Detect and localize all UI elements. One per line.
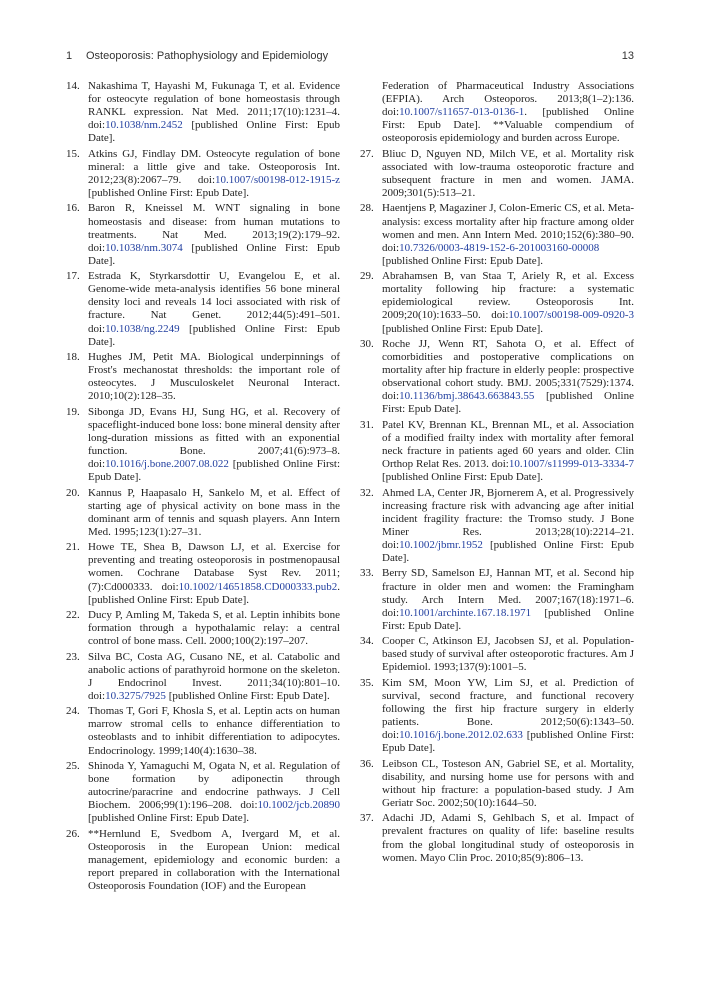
- chapter-number: 1: [66, 50, 73, 62]
- reference-text-after: [published Online First: Epub Date].: [382, 471, 544, 484]
- reference-number: 26.: [66, 827, 80, 840]
- reference-text: Roche JJ, Wenn RT, Sahota O, et al. Effect of comorbidities and postoperative complications on mortality after hip fracture in elderly people: prospective observational cohort study. BMJ. 2005;331(7529):1374. doi:: [382, 337, 634, 403]
- doi-link[interactable]: 10.1016/j.bone.2007.08.022: [105, 458, 229, 471]
- reference-text-after: [published Online First: Epub Date].: [382, 390, 634, 416]
- reference-item: [66, 760, 340, 825]
- reference-text-before: Federation of Pharmaceutical Industry Associations (EFPIA). Arch Osteoporos. 2013;8(1–2):136. doi:: [382, 80, 634, 119]
- page-number: 13: [621, 50, 634, 62]
- reference-number: 28.: [360, 202, 374, 215]
- reference-number: 21.: [66, 541, 80, 554]
- reference-number: 14.: [66, 80, 80, 92]
- reference-number: 32.: [360, 486, 374, 499]
- left-reference-column: [66, 80, 340, 895]
- reference-number: 19.: [66, 405, 80, 418]
- doi-link[interactable]: 10.1136/bmj.38643.663843.55: [399, 390, 535, 403]
- reference-text-after: [published Online First: Epub Date].: [165, 689, 330, 702]
- chapter-title: Osteoporosis: Pathophysiology and Epidemiology: [86, 50, 329, 62]
- reference-text-after: [published Online First: Epub Date].: [382, 606, 634, 632]
- reference-number: 36.: [360, 757, 374, 770]
- running-head: [66, 50, 634, 66]
- reference-text: Thomas T, Gori F, Khosla S, et al. Leptin acts on human marrow stromal cells to enhance differentiation to osteoblasts and to inhibit differentiation to adipocytes. Endocrinology. 1999;140(4):1630–38.: [88, 705, 340, 757]
- reference-item: [66, 609, 340, 648]
- reference-item: [360, 758, 634, 810]
- reference-item: [360, 635, 634, 674]
- doi-link[interactable]: 10.1002/14651858.CD000333.pub2: [178, 580, 338, 593]
- doi-link[interactable]: 10.1007/s00198-009-0920-3: [508, 309, 634, 322]
- reference-text-after: [published Online First: Epub Date].: [88, 241, 340, 267]
- reference-item: [66, 148, 340, 200]
- reference-number: 33.: [360, 567, 374, 580]
- reference-text: Ducy P, Amling M, Takeda S, et al. Leptin inhibits bone formation through a hypothalamic relay: a central control of bone mass. Cell. 2000;100(2):197–207.: [88, 609, 340, 648]
- reference-text-after: [published Online First: Epub Date].: [88, 322, 340, 348]
- reference-item: [360, 202, 634, 267]
- reference-number: 25.: [66, 759, 80, 772]
- reference-item: [66, 705, 340, 757]
- doi-link[interactable]: 10.1002/jcb.20890: [257, 799, 340, 812]
- reference-number: 34.: [360, 635, 374, 648]
- reference-text: Silva BC, Costa AG, Cusano NE, et al. Catabolic and anabolic actions of parathyroid hormone on the skeleton. J Endocrinol Invest. 2011;34(10):801–10. doi:: [88, 650, 340, 702]
- reference-item: [360, 567, 634, 632]
- reference-text: Sibonga JD, Evans HJ, Sung HG, et al. Recovery of spaceflight-induced bone loss: bone mineral density after long-duration missions as fitted with an exponential function. Bone. 2007;41(6):973–8. doi:: [88, 405, 340, 471]
- doi-link[interactable]: 10.1007/s00198-012-1915-z: [215, 173, 340, 186]
- reference-item: [360, 148, 634, 200]
- reference-text: Howe TE, Shea B, Dawson LJ, et al. Exercise for preventing and treating osteoporosis in postmenopausal women. Cochrane Database Syst Rev. 2011;(7):Cd000333. doi:: [88, 541, 340, 593]
- reference-number: 27.: [360, 147, 374, 160]
- reference-text-after: [published Online First: Epub Date].: [88, 119, 340, 145]
- reference-text: Haentjens P, Magaziner J, Colon-Emeric CS, et al. Meta-analysis: excess mortality after hip fracture among older women and men. Ann Intern Med. 2010;152(6):380–90. doi:: [382, 202, 634, 254]
- reference-number: 23.: [66, 650, 80, 663]
- reference-text: Estrada K, Styrkarsdottir U, Evangelou E, et al. Genome-wide meta-analysis identifies 56 bone mineral density loci and reveals 14 loci associated with risk of fracture. Nat Genet. 2012;44(5):491–501. doi:: [88, 270, 340, 335]
- reference-item: [66, 351, 340, 403]
- reference-item: [360, 270, 634, 335]
- reference-text-after: [published Online First: Epub Date].: [382, 254, 544, 267]
- reference-text: Nakashima T, Hayashi M, Fukunaga T, et al. Evidence for osteocyte regulation of bone homeostasis through RANKL expression. Nat Med. 2011;17(10):1231–4. doi:: [88, 80, 340, 132]
- reference-item: [66, 202, 340, 267]
- doi-link[interactable]: 10.7326/0003-4819-152-6-201003160-00008: [399, 241, 600, 254]
- reference-text-after: [published Online First: Epub Date].: [88, 187, 250, 200]
- reference-item: [66, 541, 340, 606]
- doi-link[interactable]: 10.1038/nm.2452: [105, 119, 183, 132]
- reference-text-after: [published Online First: Epub Date].: [88, 458, 340, 484]
- doi-link[interactable]: 10.1002/jbmr.1952: [399, 538, 483, 551]
- reference-text: Abrahamsen B, van Staa T, Ariely R, et al. Excess mortality following hip fracture: a systematic epidemiological review. Osteoporosis Int. 2009;20(10):1633–50. doi:: [382, 270, 634, 322]
- reference-text: Baron R, Kneissel M. WNT signaling in bone homeostasis and disease: from human mutations to treatments. Nat Med. 2013;19(2):179–92. doi:: [88, 202, 340, 254]
- right-reference-column: [360, 80, 634, 867]
- reference-item: [360, 677, 634, 756]
- reference-text-after: . [published Online First: Epub Date].: [88, 580, 340, 606]
- reference-continuation: [360, 80, 634, 145]
- reference-number: 22.: [66, 609, 80, 622]
- reference-number: 29.: [360, 270, 374, 283]
- reference-item: [360, 419, 634, 484]
- reference-text: Kim SM, Moon YW, Lim SJ, et al. Prediction of survival, second fracture, and functional recovery following the first hip fracture surgery in elderly patients. Bone. 2012;50(6):1343–50. doi:: [382, 676, 634, 742]
- reference-number: 18.: [66, 351, 80, 364]
- reference-text: Kannus P, Haapasalo H, Sankelo M, et al. Effect of starting age of physical activity on bone mass in the dominant arm of tennis and squash players. Ann Intern Med. 1995;123(1):27–31.: [88, 486, 340, 538]
- reference-text: Shinoda Y, Yamaguchi M, Ogata N, et al. Regulation of bone formation by adiponectin through autocrine/paracrine and endocrine pathways. J Cell Biochem. 2006;99(1):196–208. doi:: [88, 759, 340, 812]
- reference-item: [66, 487, 340, 539]
- reference-text: **Hernlund E, Svedbom A, Ivergard M, et al. Osteoporosis in the European Union: medical management, epidemiology and economic burden: a report prepared in collaboration with the International Osteoporosis Foundation (IOF) and the European: [88, 827, 340, 893]
- reference-text: Patel KV, Brennan KL, Brennan ML, et al. Association of a modified frailty index with mortality after femoral neck fracture in patients aged 60 years and older. Clin Orthop Relat Res. 2013. doi:: [382, 418, 634, 471]
- reference-item: [360, 812, 634, 864]
- reference-text: Ahmed LA, Center JR, Bjornerem A, et al. Progressively increasing fracture risk with advancing age after initial incident fragility fracture: the Tromso study. J Bone Miner Res. 2013;28(10):2214–21. doi:: [382, 486, 634, 551]
- reference-number: 30.: [360, 337, 374, 350]
- doi-link[interactable]: 10.1007/s11657-013-0136-1: [399, 106, 525, 119]
- reference-item: [66, 270, 340, 349]
- reference-text-after: [published Online First: Epub Date].: [88, 812, 250, 825]
- reference-text: Atkins GJ, Findlay DM. Osteocyte regulation of bone mineral: a little give and take. Osteoporosis Int. 2012;23(8):2067–79. doi:: [88, 147, 340, 186]
- reference-text-after: . [published Online First: Epub Date]. **Valuable compendium of osteoporosis epidemiology and burden across Europe.: [382, 106, 634, 145]
- reference-item: [360, 338, 634, 417]
- reference-text-after: [published Online First: Epub Date].: [382, 538, 634, 565]
- reference-item: [66, 406, 340, 485]
- doi-link[interactable]: 10.1038/ng.2249: [105, 322, 180, 335]
- reference-number: 24.: [66, 705, 80, 718]
- reference-number: 31.: [360, 418, 374, 431]
- reference-item: [360, 487, 634, 566]
- reference-text: Adachi JD, Adami S, Gehlbach S, et al. Impact of prevalent fractures on quality of life: baseline results from the global longitudinal study of osteoporosis in women. Mayo Clin Proc. 2010;85(9):806–13.: [382, 812, 634, 864]
- reference-text-after: [published Online First: Epub Date].: [382, 729, 634, 755]
- reference-text: Bliuc D, Nguyen ND, Milch VE, et al. Mortality risk associated with low-trauma osteoporotic fracture and subsequent fracture in men and women. JAMA. 2009;301(5):513–21.: [382, 147, 634, 200]
- reference-text: Berry SD, Samelson EJ, Hannan MT, et al. Second hip fracture in older men and women: the Framingham study. Arch Intern Med. 2007;167(18):1971–6. doi:: [382, 567, 634, 619]
- reference-item: [66, 80, 340, 145]
- doi-link[interactable]: 10.3275/7925: [105, 689, 166, 702]
- reference-number: 15.: [66, 147, 80, 160]
- doi-link[interactable]: 10.1016/j.bone.2012.02.633: [399, 729, 523, 742]
- reference-number: 17.: [66, 270, 80, 283]
- reference-text: Leibson CL, Tosteson AN, Gabriel SE, et al. Mortality, disability, and nursing home use for persons with and without hip fracture: a population-based study. J Am Geriatr Soc. 2002;50(10):1644–50.: [382, 757, 634, 809]
- reference-number: 37.: [360, 812, 374, 825]
- reference-text: Hughes JM, Petit MA. Biological underpinnings of Frost's mechanostat thresholds: the important role of osteocytes. J Musculoskelet Neuronal Interact. 2010;10(2):128–35.: [88, 351, 340, 403]
- reference-number: 20.: [66, 486, 80, 499]
- reference-item: [66, 828, 340, 893]
- reference-item: [66, 651, 340, 703]
- reference-text-after: [published Online First: Epub Date].: [382, 322, 544, 335]
- reference-number: 16.: [66, 202, 80, 215]
- doi-link[interactable]: 10.1007/s11999-013-3334-7: [508, 458, 634, 471]
- doi-link[interactable]: 10.1001/archinte.167.18.1971: [399, 606, 532, 619]
- reference-number: 35.: [360, 676, 374, 689]
- reference-text: Cooper C, Atkinson EJ, Jacobsen SJ, et al. Population-based study of survival after osteoporotic fractures. Am J Epidemiol. 1993;137(9):1001–5.: [382, 635, 634, 674]
- doi-link[interactable]: 10.1038/nm.3074: [105, 241, 183, 254]
